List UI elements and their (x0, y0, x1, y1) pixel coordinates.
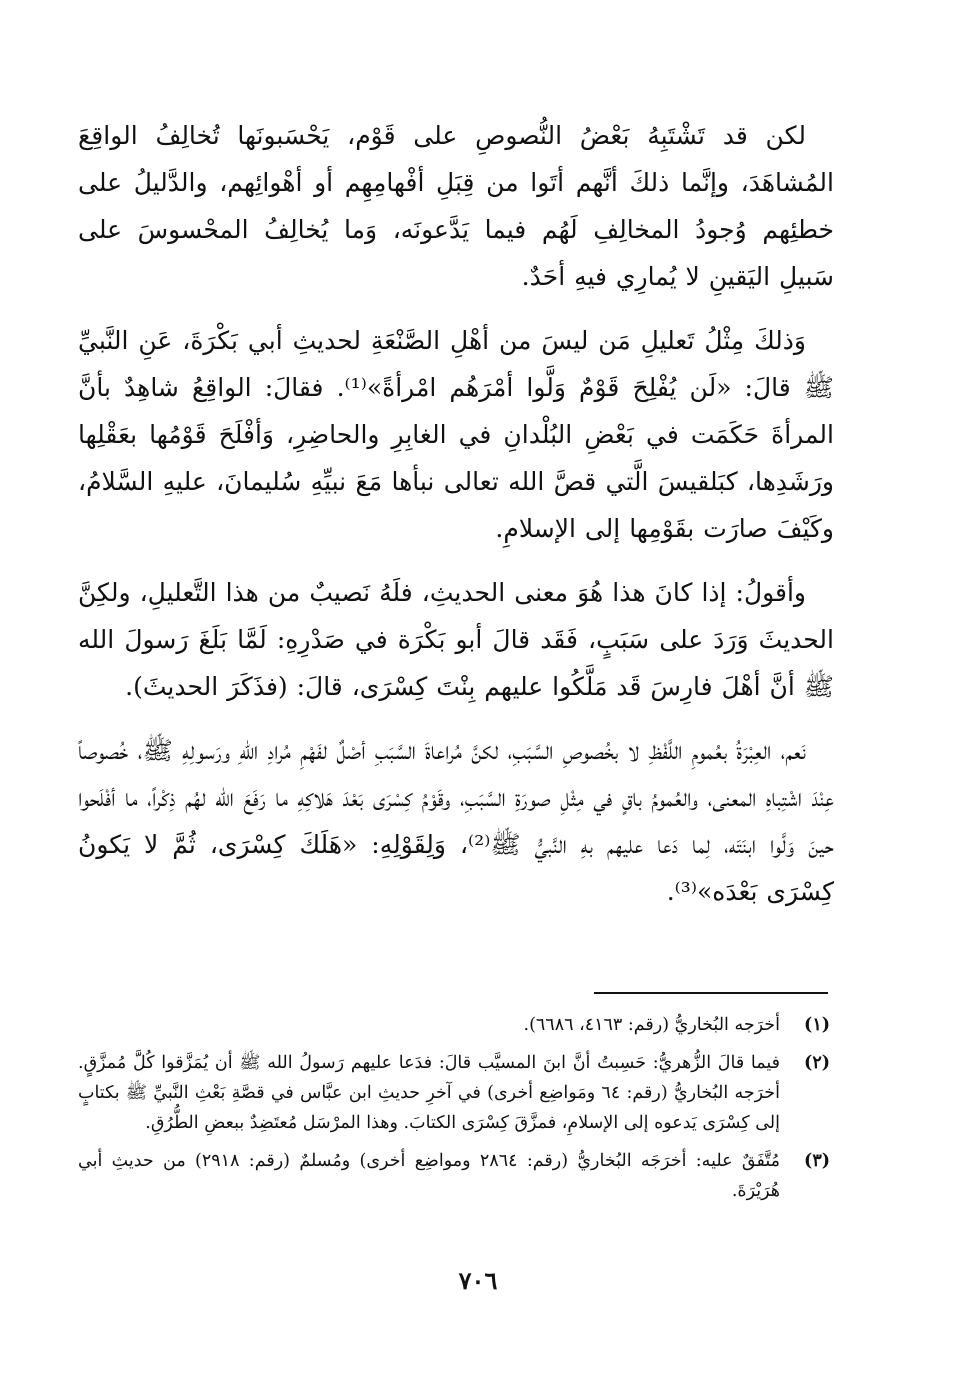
footnote-text: مُتَّفَقٌ عليه: أخرَجَه البُخاريُّ (رقم: ٢٨٦٤ ومواضِع أخرى) ومُسلمٌ (رقم: ٢٩١٨) من حديثِ أبي هُرَيْرَةَ. (78, 1151, 781, 1201)
footnote-1 (78, 1010, 830, 1040)
footnote-3 (78, 1146, 830, 1206)
page-number: ٧٠٦ (458, 1266, 498, 1295)
footnote-text: أخرَجه البُخاريُّ (رقم: ٤١٦٣، ٦٦٨٦). (523, 1015, 780, 1035)
footnote-number: (٣) (804, 1151, 830, 1171)
footnote-text: فيما قالَ الزُّهريُّ: حَسِبتُ أنَّ ابنَ المسيَّب قالَ: فدَعا عليهم رَسولُ الله ﷺ أن يُمَزَّقوا كُلَّ مُمزَّقٍ. أخرَجه البُخاريُّ (رقم: ٦٤ ومَواضِع أخرى) في آخرِ حديثِ ابن عبَّاس في قصَّةِ بَعْثِ النَّبيِّ ﷺ بكتابٍ إلى كِسْرَى يَدعوه إلى الإسلامِ، فمزَّقَ كِسْرَى الكتابَ. وهذا المرْسَل مُعتَضِدٌ ببعضِ الطُّرُقِ. (78, 1053, 780, 1133)
footnote-number: (٢) (804, 1053, 830, 1073)
footnote-number: (١) (804, 1015, 830, 1035)
paragraph-4: نَعم، العِبْرَةُ بعُمومِ اللَّفْظِ لا بخُصوصِ السَّبَبِ، لكنَّ مُراعاةَ السَّبَبِ أصْلٌ لفَهْمِ مُرادِ اللهِ ورَسولِهِ ﷺ، خُصوصاً عِنْدَ اشْتِباهِ المعنى، والعُمومُ باقٍ في مِثْلِ صورَةِ السَّبَبِ، وقَوْمُ كِسْرَى بَعْدَ هَلاكِهِ ما رَفَعَ الله لهُم ذِكْراً، ما أفْلَحوا حينَ وَلَّوا ابنَتَه، لِما دَعا عليهم بهِ النَّبيُّ ﷺ⁽²⁾، وَلِقَوْلِهِ: «هَلَكَ كِسْرَى، ثُمَّ لا يَكونُ كِسْرَى بَعْدَه»⁽³⁾. (78, 736, 835, 906)
paragraph-2: وَذلكَ مِثْلُ تَعليلِ مَن ليسَ من أهْلِ الصَّنْعَةِ لحديثِ أبي بَكْرَةَ، عَنِ النَّبيِّ ﷺ قالَ: «لَن يُفْلِحَ قَوْمٌ وَلَّوا أمْرَهُم امْرأةً»⁽¹⁾. فقالَ: الواقِعُ شاهِدٌ بأنَّ المرأةَ حَكَمَت في بَعْضِ البُلْدانِ في الغابِرِ والحاضِرِ، وَأفْلَحَ قَوْمُها بعَقْلِها ورَشَدِها، كبَلقيسَ الَّتي قصَّ الله تعالى نبأها مَعَ نبيِّهِ سُليمانَ، عليهِ السَّلامُ، وكَيْفَ صارَت بقَوْمِها إلى الإسلامِ. (78, 326, 834, 543)
footnote-2 (78, 1048, 830, 1138)
paragraph-3: وأقولُ: إذا كانَ هذا هُوَ معنى الحديثِ، فلَهُ نَصيبٌ من هذا التَّعليلِ، ولكِنَّ الحديثَ وَرَدَ على سَبَبٍ، فَقَد قالَ أبو بَكْرَة في صَدْرِهِ: لَمَّا بَلَغَ رَسولَ الله ﷺ أنَّ أهْلَ فارِسَ قَد مَلَّكُوا عليهم بِنْتَ كِسْرَى، قالَ: (فذَكَرَ الحديثَ). (78, 578, 834, 701)
main-text-block (78, 112, 834, 915)
paragraph-1: لكن قد تَشْتَبِهُ بَعْضُ النُّصوصِ على قَوْم، يَحْسَبونَها تُخالِفُ الواقِعَ المُشاهَدَ، وإنَّما ذلكَ أنَّهم أتَوا من قِبَلِ أفْهامِهِم أو أهْوائِهم، والدَّليلُ على خطئِهم وُجودُ المخالِفِ لَهُم فيما يَدَّعونَه، وَما يُخالِفُ المحْسوسَ على سَبيلِ اليَقينِ لا يُمارِي فيهِ أحَدٌ. (78, 121, 834, 291)
footnotes-section (78, 1010, 830, 1214)
footnote-divider (594, 992, 828, 994)
